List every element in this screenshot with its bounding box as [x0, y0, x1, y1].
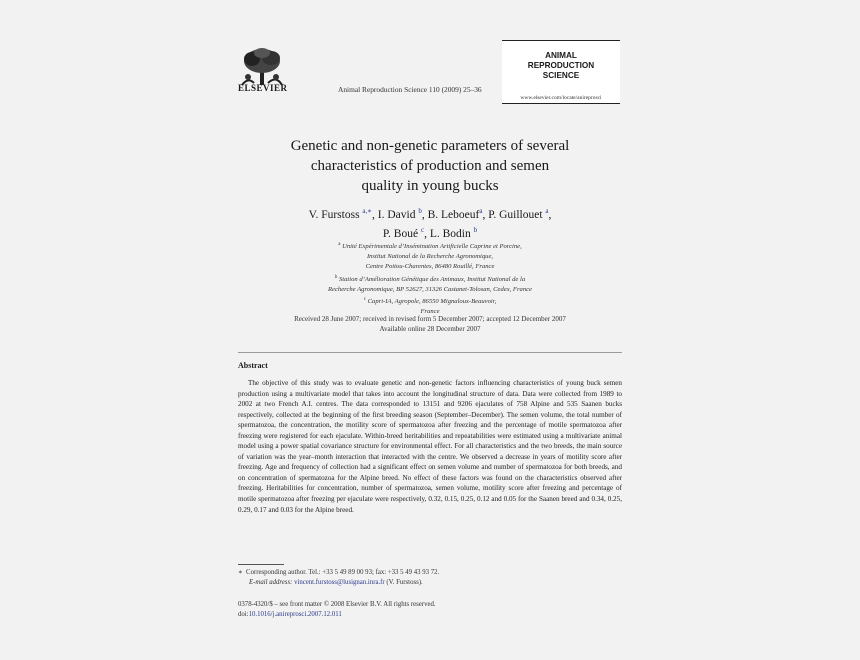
author-affiliation-mark[interactable]: a,∗: [362, 207, 373, 215]
article-history: Received 28 June 2007; received in revised form 5 December 2007; accepted 12 December 2007 Available online 28 December 2007: [294, 315, 566, 333]
journal-name: ANIMAL REPRODUCTION SCIENCE: [527, 51, 595, 80]
corresponding-author-note: ∗ Corresponding author. Tel.: +33 5 49 89 00 93; fax: +33 5 49 43 93 72.: [238, 569, 440, 576]
article-title: Genetic and non-genetic parameters of several characteristics of production and semen quality in young bucks: [290, 138, 570, 194]
copyright-line: 0378-4320/$ – see front matter © 2008 Elsevier B.V. All rights reserved.: [238, 601, 436, 608]
author-name[interactable]: I. David: [377, 209, 416, 221]
article-page: [230, 30, 630, 640]
divider: [238, 352, 622, 353]
author-name[interactable]: V. Furstoss: [308, 209, 360, 221]
author-name[interactable]: P. Guillouet: [488, 209, 543, 221]
author-affiliation-mark[interactable]: a: [479, 207, 483, 215]
author-list: V. Furstoss $^{a,∗}$, I. David $^b$, B. Leboeuf$^a$, P. Guillouet $^a$, P. Boué $^c$, L. Bodin $^b$: [308, 207, 552, 240]
author-affiliation-mark[interactable]: c: [420, 226, 425, 234]
abstract-text: The objective of this study was to evaluate genetic and non-genetic factors influencing characteristics of young buck semen production using a multivariate model that takes into account the longitudinal structure of data. Data were collected from 1989 to 2002 at two French A.I. centres. The data corresponded to 13151 and 9206 ejaculates of 758 Alpine and 535 Saanen bucks respectively, collected at the beginning of the first breeding season (September–December). The semen volume, the total number of spermatozoa, the concentration, the motility score of spermatozoa after freezing and the percentage of motile spermatozoa after freezing were registered for each ejaculate. Within-breed heritabilities and repeatabilities were estimated using a multivariate animal model using a power spatial covariance structure for environmental effect. For all characteristics and the two breeds, the main source of variation was the year–month interaction that interacted with the centre. We observed a decrease in years of motility score after freezing. Age and frequency of collection had a significant effect on semen volume and number of spermatozoa for both breeds, and on concentration of spermatozoa for the Alpine breed. No effect of these factors was found on the characteristics observed after freezing. Heritabilities for concentration, number of spermatozoa, semen volume, motility score after freezing and percentage of motile spermatozoa after freezing per ejaculate were respectively, 0.32, 0.15, 0.25, 0.12 and 0.05 for the Saanen breed and 0.34, 0.25, 0.29, 0.17 and 0.03 for the Alpine breed.: [238, 379, 622, 514]
publisher-name: ELSEVIER: [238, 83, 288, 93]
author-affiliation-mark[interactable]: b: [473, 226, 478, 234]
abstract-heading: Abstract: [238, 361, 268, 370]
email-note: E-mail address: vincent.furstoss@lusignan.inra.fr (V. Furstoss).: [249, 579, 423, 586]
journal-url-link[interactable]: www.elsevier.com/locate/anireprosci: [520, 95, 602, 101]
author-name[interactable]: B. Leboeuf: [427, 209, 480, 221]
author-affiliation-mark[interactable]: b: [418, 207, 422, 215]
author-email-link[interactable]: vincent.furstoss@lusignan.inra.fr: [294, 579, 385, 586]
author-name[interactable]: L. Bodin: [429, 228, 471, 240]
author-name[interactable]: P. Boué: [382, 228, 419, 240]
doi-line: doi:10.1016/j.anireprosci.2007.12.011: [238, 611, 342, 618]
journal-citation: Animal Reproduction Science 110 (2009) 25–36: [338, 85, 482, 94]
author-affiliation-mark[interactable]: a: [545, 207, 549, 215]
doi-link[interactable]: 10.1016/j.anireprosci.2007.12.011: [248, 611, 342, 618]
affiliations: $^a$ Unité Expérimentale d’Insémination Artificielle Caprine et Porcine, Institut National de la Recherche Agronomique, Centre Poitou-Charentes, 86480 Rouillé, France $^b$ Station d’Amélioration Génétique des Animaux, Institut National de la Recherche Agronomique, BP 52627, 31326 Castanet-Tolosan, Cedex, France $^c$ Capri-IA, Agropole, 86550 Mignaloux-Beauvoir, France: [328, 242, 532, 316]
footnote-divider: [238, 564, 284, 565]
